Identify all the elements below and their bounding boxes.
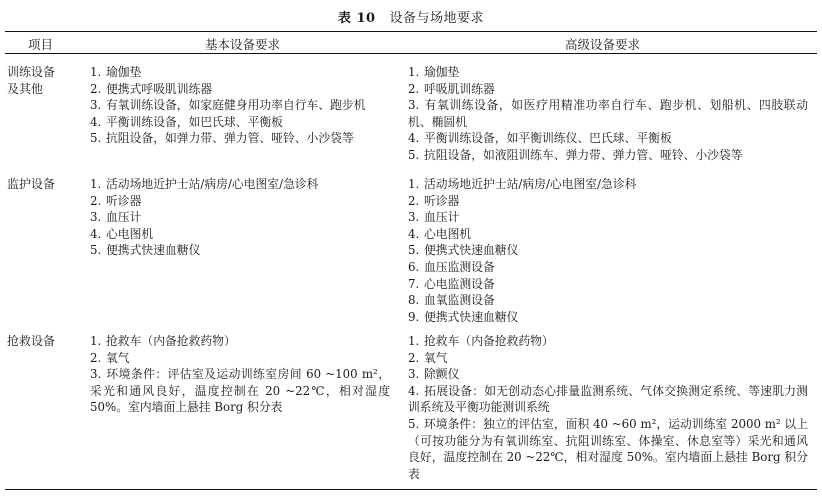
basic-requirements xyxy=(90,176,390,259)
advanced-requirements xyxy=(408,176,808,325)
list-item: 4. 拓展设备：如无创动态心排量监测系统、气体交换测定系统、等速肌力测训系统及平衡功能测训系统 xyxy=(408,383,808,415)
list-item: 4. 平衡训练设备，如平衡训练仪、巴氏球、平衡板 xyxy=(408,131,672,146)
basic-requirements xyxy=(90,333,390,416)
list-item: 5. 便携式快速血糖仪 xyxy=(90,243,201,258)
basic-requirements xyxy=(90,64,390,147)
header-item: 项目 xyxy=(28,37,54,52)
list-item: 3. 血压计 xyxy=(408,210,460,225)
header-basic: 基本设备要求 xyxy=(205,37,281,52)
list-item: 1. 抢救车（内备抢救药物） xyxy=(90,334,236,348)
list-item: 3. 有氧训练设备，如医疗用精准功率自行车、跑步机、划船机、四肢联动机、椭圆机 xyxy=(408,98,808,129)
list-item: 4. 心电图机 xyxy=(408,226,472,241)
list-item: 5. 抗阻设备，如弹力带、弹力管、哑铃、小沙袋等 xyxy=(90,131,354,146)
list-item: 3. 除颤仪 xyxy=(408,367,460,382)
list-item: 4. 平衡训练设备，如巴氏球、平衡板 xyxy=(90,114,283,129)
list-item: 5. 便携式快速血糖仪 xyxy=(408,243,519,258)
list-item: 6. 血压监测设备 xyxy=(408,259,495,274)
list-item: 5. 抗阻设备，如液阻训练车、弹力带、弹力管、哑铃、小沙袋等 xyxy=(408,147,743,162)
row-category: 训练设备 及其他 xyxy=(7,65,56,96)
list-item: 2. 听诊器 xyxy=(90,193,142,208)
row-category: 抢救设备 xyxy=(7,334,56,348)
list-item: 7. 心电监测设备 xyxy=(408,276,495,291)
header-rule xyxy=(5,53,817,54)
list-item: 1. 抢救车（内备抢救药物） xyxy=(408,334,554,348)
list-item: 9. 便携式快速血糖仪 xyxy=(408,309,519,324)
list-item: 3. 有氧训练设备，如家庭健身用功率自行车、跑步机 xyxy=(90,98,366,113)
header-advanced: 高级设备要求 xyxy=(565,37,641,52)
list-item: 1. 活动场地近护士站/病房/心电图室/急诊科 xyxy=(408,177,637,191)
advanced-requirements xyxy=(408,333,808,482)
list-item: 3. 环境条件：评估室及运动训练室房间 60 ~100 m²，采光和通风良好，温度控制在 20 ~22℃，相对湿度 50%。室内墙面上悬挂 Borg 积分表 xyxy=(90,367,390,415)
list-item: 5. 环境条件：独立的评估室，面积 40 ~60 m²，运动训练室 2000 m² 以上（可按功能分为有氧训练室、抗阻训练室、体操室、休息室等）采光和通风良好，温度控制在 20 ~22℃，相对湿度 50%。室内墙面上悬挂 Borg 积分表 xyxy=(408,416,808,481)
table-title: 设备与场地要求 xyxy=(389,11,485,26)
table-number: 表 10 xyxy=(337,11,376,26)
row-category: 监护设备 xyxy=(7,177,56,191)
advanced-requirements xyxy=(408,64,808,164)
list-item: 2. 氧气 xyxy=(90,350,130,365)
list-item: 1. 瑜伽垫 xyxy=(90,65,142,79)
list-item: 4. 心电图机 xyxy=(90,226,154,241)
list-item: 3. 血压计 xyxy=(90,210,142,225)
list-item: 2. 听诊器 xyxy=(408,193,460,208)
list-item: 2. 呼吸肌训练器 xyxy=(408,81,495,96)
list-item: 8. 血氧监测设备 xyxy=(408,293,495,308)
list-item: 2. 便携式呼吸肌训练器 xyxy=(90,81,213,96)
top-rule xyxy=(5,31,817,32)
bottom-rule xyxy=(5,489,817,490)
table-caption xyxy=(0,7,822,26)
list-item: 2. 氧气 xyxy=(408,350,448,365)
list-item: 1. 活动场地近护士站/病房/心电图室/急诊科 xyxy=(90,177,319,191)
list-item: 1. 瑜伽垫 xyxy=(408,65,460,79)
